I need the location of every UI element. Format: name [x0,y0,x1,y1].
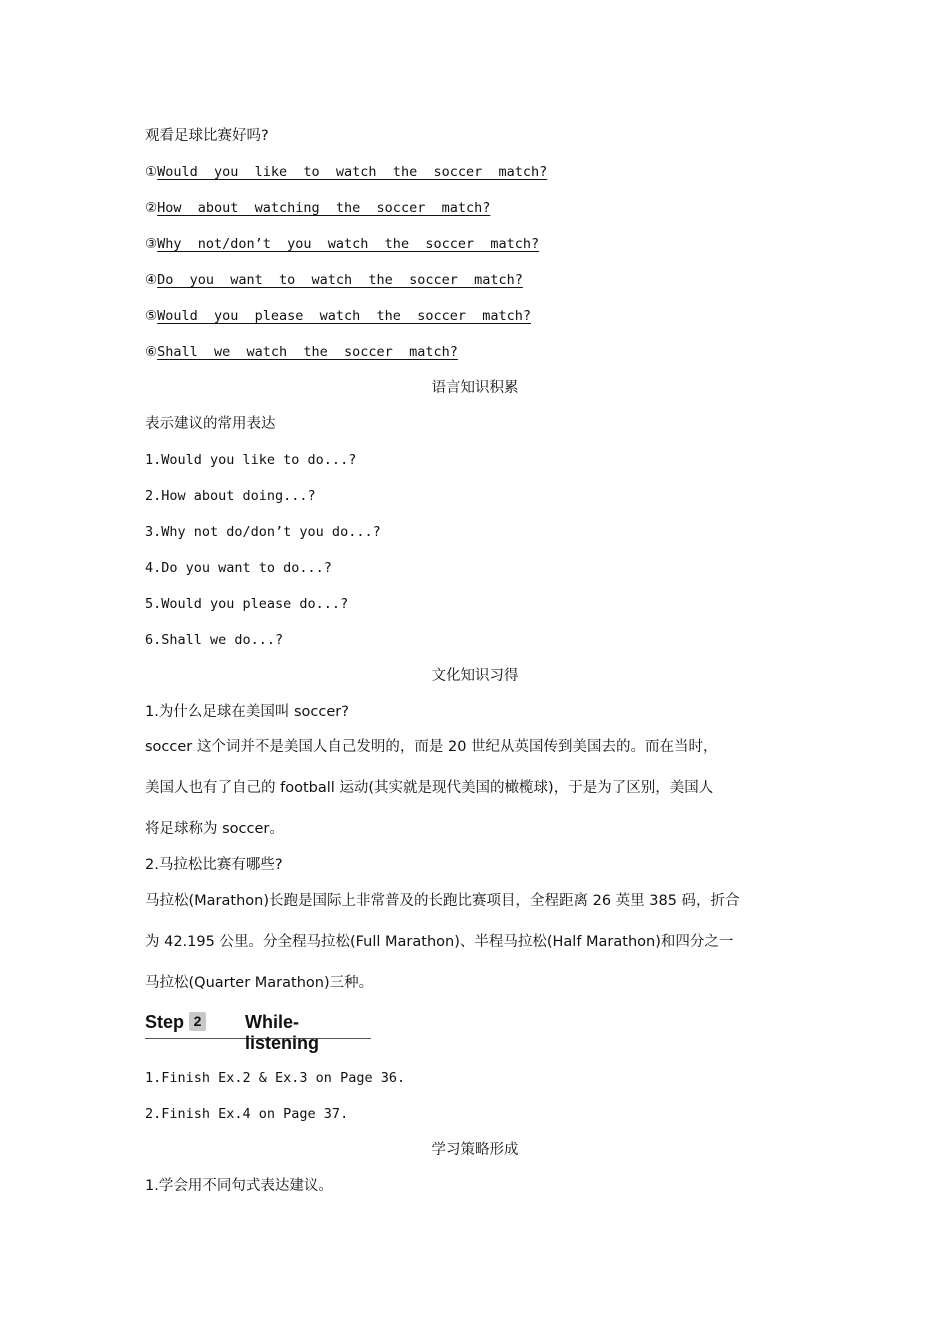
expression-item-6: 6.Shall we do...? [145,632,284,648]
section-title-culture: 文化知识习得 [431,668,519,684]
task-item-1: 1.Finish Ex.2 & Ex.3 on Page 36. [145,1070,406,1086]
example-text: Shall we watch the soccer match? [157,344,458,360]
culture-question-2: 2.马拉松比赛有哪些? [145,857,283,873]
example-sentence-4 [145,270,523,290]
section-title-strategy: 学习策略形成 [431,1142,519,1158]
expression-item-5: 5.Would you please do...? [145,596,349,612]
example-number: ② [145,200,158,216]
example-text: Would you like to watch the soccer match? [157,164,548,180]
language-subtitle: 表示建议的常用表达 [145,416,276,432]
expression-item-2: 2.How about doing...? [145,488,316,504]
example-sentence-6 [145,342,458,362]
example-sentence-5 [145,306,531,326]
example-text: How about watching the soccer match? [157,200,491,216]
culture-answer-1-line-3: 将足球称为 soccer。 [145,821,284,837]
expression-item-1: 1.Would you like to do...? [145,452,357,468]
example-number: ⑥ [145,344,158,360]
expression-item-3: 3.Why not do/don’t you do...? [145,524,381,540]
example-number: ③ [145,236,158,252]
intro-question: 观看足球比赛好吗? [145,128,269,144]
step-label: Step [145,1012,185,1032]
culture-answer-1-line-2: 美国人也有了自己的 football 运动(其实就是现代美国的橄榄球)，于是为了区别，美国人 [145,780,714,796]
culture-answer-2-line-2: 为 42.195 公里。分全程马拉松(Full Marathon)、半程马拉松(Half Marathon)和四分之一 [145,934,734,950]
example-text: Do you want to watch the soccer match? [157,272,523,288]
step-heading [145,1010,371,1053]
section-title-language: 语言知识积累 [431,380,519,396]
example-number: ① [145,164,158,180]
strategy-item-1: 1.学会用不同句式表达建议。 [145,1178,333,1194]
example-number: ⑤ [145,308,158,324]
step-number-badge: 2 [189,1012,206,1031]
example-number: ④ [145,272,158,288]
step-title: While-listening [245,1012,320,1053]
culture-answer-1-line-1: soccer 这个词并不是美国人自己发明的，而是 20 世纪从英国传到美国去的。而在当时， [145,739,718,755]
culture-answer-2-line-3: 马拉松(Quarter Marathon)三种。 [145,975,374,991]
example-sentence-2 [145,198,490,218]
culture-question-1: 1.为什么足球在美国叫 soccer? [145,704,349,720]
example-sentence-3 [145,234,539,254]
example-sentence-1 [145,162,547,182]
culture-answer-2-line-1: 马拉松(Marathon)长跑是国际上非常普及的长跑比赛项目，全程距离 26 英里 385 码，折合 [145,893,740,909]
example-text: Would you please watch the soccer match? [157,308,531,324]
example-text: Why not/don’t you watch the soccer match? [157,236,540,252]
expression-item-4: 4.Do you want to do...? [145,560,332,576]
task-item-2: 2.Finish Ex.4 on Page 37. [145,1106,349,1122]
